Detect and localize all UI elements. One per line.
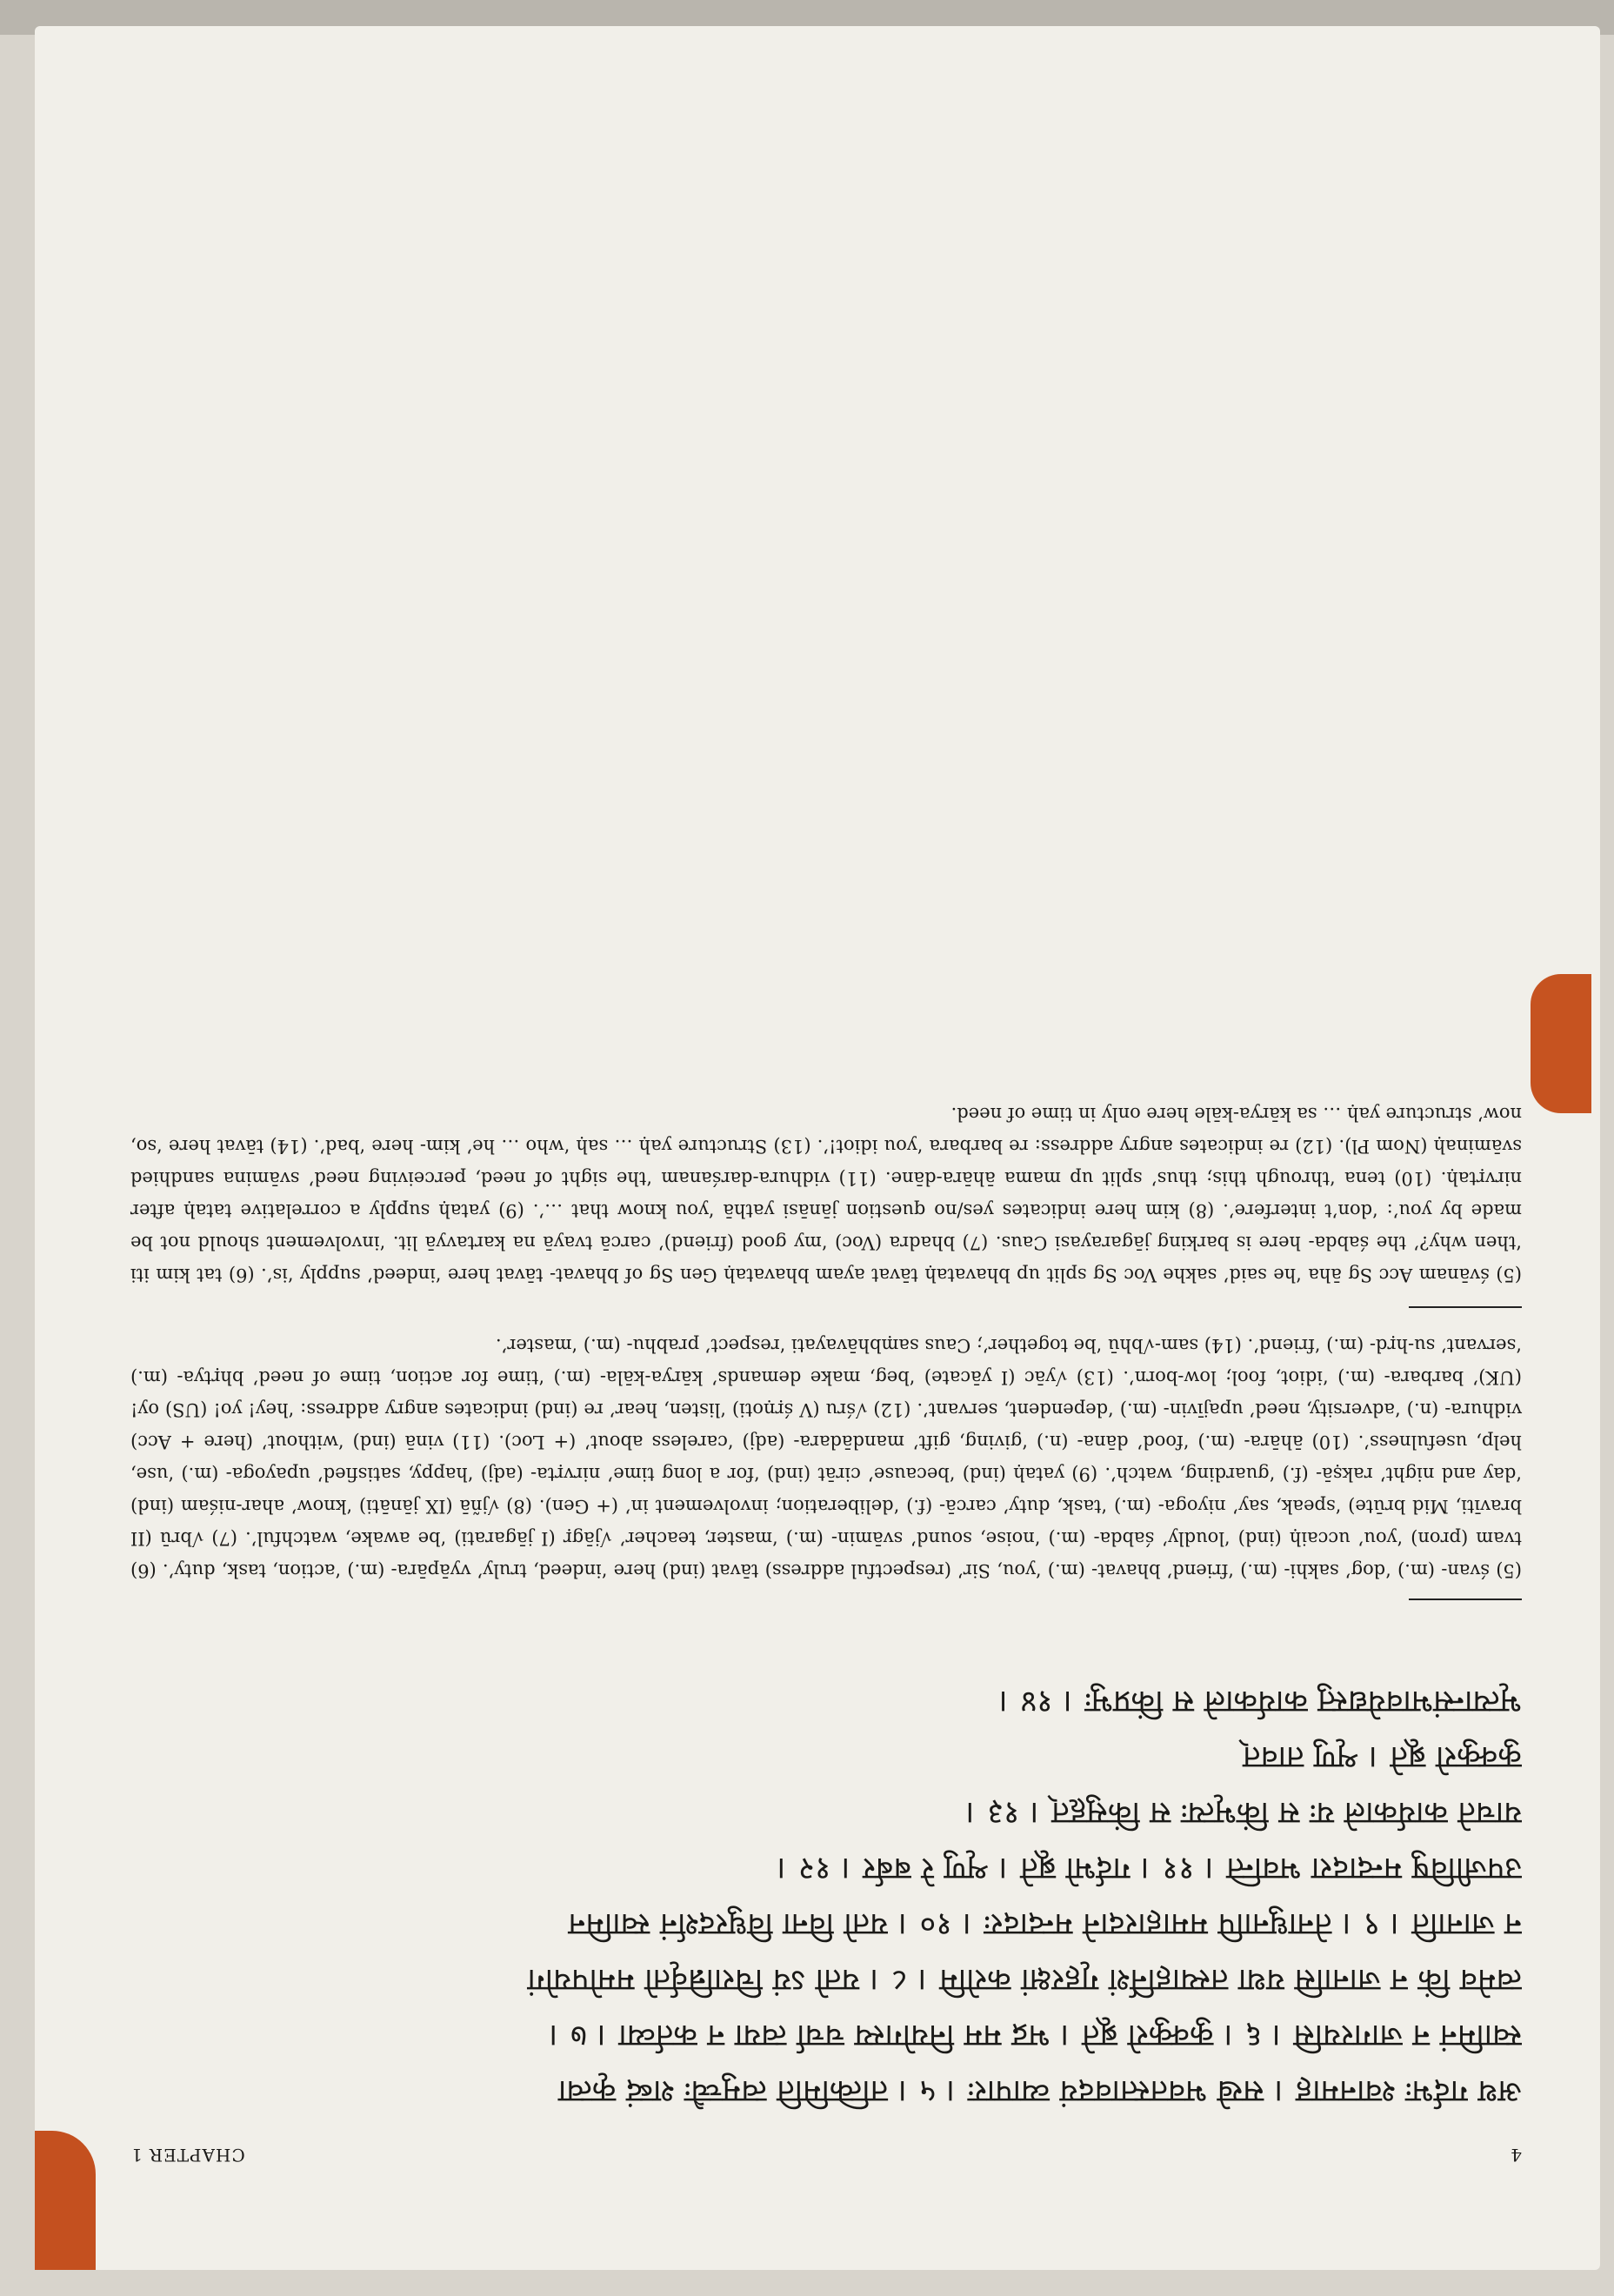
chapter-label: CHAPTER 1 bbox=[130, 2145, 245, 2166]
printed-page-rotated bbox=[130, 200, 1522, 2166]
vocabulary-text: (5) śvan- (m.) ‘dog’ sakhi- (m.) ‘friend’ bhavat- (m.) ‘you, Sir’ (respectful address) tāvat (ind) here ‘indeed, truly’ vyāpāra- (m.) ‘action, task, duty’. (6) tvam (pron) ‘you’ uccaiḥ (ind) ‘loudly’ śabda- (m.) ‘noise, sound’ svāmin- (m.) ‘master, teacher’ √jāgṛ (I jāgarati) ‘be awake, watchful’. (7) √brū (II bravīti, Mid brūte) ‘speak, say’ niyoga- (m.) ‘task, duty’ carcā- (f.) ‘deliberation; involvement in’ (+ Gen). (8) √jñā (IX jānāti) ‘know’ ahar-niśam (ind) ‘day and night’ rakṣā- (f.) ‘guarding, watch’. (9) yataḥ (ind) ‘because’ cirāt (ind) ‘for a long time’ nirvṛta- (adj) ‘happy, satisfied’ upayoga- (m.) ‘use, help, usefulness’. (10) āhāra- (m.) ‘food’ dāna- (n.) ‘giving, gift’ mandādara- (adj) ‘careless about’ (+ Loc). (11) vinā (ind) ‘without’ (here + Acc) vidhura- (n.) ‘adversity, need’ upajīvin- (m.) ‘dependent, servant’. (12) √śru (V śṛṇoti) ‘listen, hear’ re (ind) indicates angry address: ‘hey! yo! (US) oy! (UK)’ barbara- (m.) ‘idiot, fool; low-born’. (13) √yāc (I yācate) ‘beg, make demands’ kārya-kāla- (m.) ‘time for action, time of need’ bhṛtya- (m.) ‘servant’ su-hṛd- (m.) ‘friend’. (14) sam-√bhū ‘be together’; Caus saṃbhāvayati ‘respect’ prabhu- (m.) ‘master’. bbox=[130, 1335, 1522, 1581]
verse-line: कुक्कुरो ब्रूते । शृणु तावत् bbox=[1243, 1739, 1522, 1775]
grammar-notes bbox=[130, 1098, 1522, 1291]
sanskrit-text bbox=[130, 1673, 1522, 2119]
verse-line: उपजीविषु मन्दादरा भवन्ति । ११ । गर्दभो ब्रूते । शृणु रे बर्बर । १२ । bbox=[777, 1851, 1522, 1886]
verse-line: न जानाति । ९ । तेनाधुनापि ममाहारदाने मन्दादरः । १० । यतो विना विधुरदर्शनं स्वामिन bbox=[568, 1906, 1522, 1942]
notes-rule bbox=[1409, 1599, 1522, 1600]
verse-line: स्वामिनं न जागरयसि । ६ । कुक्कुरो ब्रूते । भद्र मम नियोगस्य चर्चा त्वया न कर्तव्या । ७ । bbox=[548, 2018, 1522, 2053]
verse-line: त्वमेव किं न जानासि यथा तस्याहर्निशं गृहरक्षां करोमि । ८ । यतो ऽयं चिरान्निर्वृतो ममोपयोगं bbox=[527, 1962, 1522, 1998]
notes-rule bbox=[1409, 1306, 1522, 1308]
verse-line: भृत्यान्संभावयेद्यस्तु कार्यकाले स किंप्रभुः । १४ । bbox=[998, 1684, 1522, 1719]
verse-line: याचते कार्यकाले यः स किंभृत्यः स किंसुहृत् । १३ । bbox=[965, 1795, 1522, 1831]
spacer bbox=[130, 1621, 1522, 1673]
orange-bookmark bbox=[1531, 974, 1591, 1113]
page-number: 4 bbox=[1510, 2145, 1522, 2166]
running-head bbox=[130, 2145, 1522, 2166]
vocabulary-notes bbox=[130, 1329, 1522, 1586]
grammar-text: (5) śvānam Acc Sg āha ‘he said’ sakhe Voc Sg split up bhavataḥ tāvat ayam bhavataḥ Gen Sg of bhavat- tāvat here ‘indeed’ supply ‘is’. (6) tat kim iti ‘then why?’ the śabda- here is barking jāgarayasi Caus. (7) bhadra (Voc) ‘my good (friend)’ carcā tvayā na kartavyā lit. ‘involvement should not be made by you’: ‘don’t interfere’. (8) kim here indicates yes/no question jānāsi yathā ‘you know that …’. (9) yataḥ supply a correlative tataḥ after nirvṛtaḥ. (10) tena ‘through this; thus’ split up mama āhāra-dāne. (11) vidhura-darśanam ‘the sight of need, perceiving need’ svāmina sandhied svāminaḥ (Nom Pl). (12) re indicates angry address: re barbara ‘you idiot!’. (13) Structure yaḥ … saḥ ‘who … he’ kim- here ‘bad’. (14) tāvat here ‘so, now’ structure yaḥ … sa kārya-kāle here only in time of need. bbox=[130, 1104, 1522, 1285]
orange-cover-edge bbox=[35, 2131, 96, 2270]
verse-line: अथ गर्दभः श्वानमाह । सखे भवतस्तावदयं व्यापारः । ५ । तत्किमिति त्वमुच्चैः शब्दं कृत्वा bbox=[557, 2073, 1522, 2109]
